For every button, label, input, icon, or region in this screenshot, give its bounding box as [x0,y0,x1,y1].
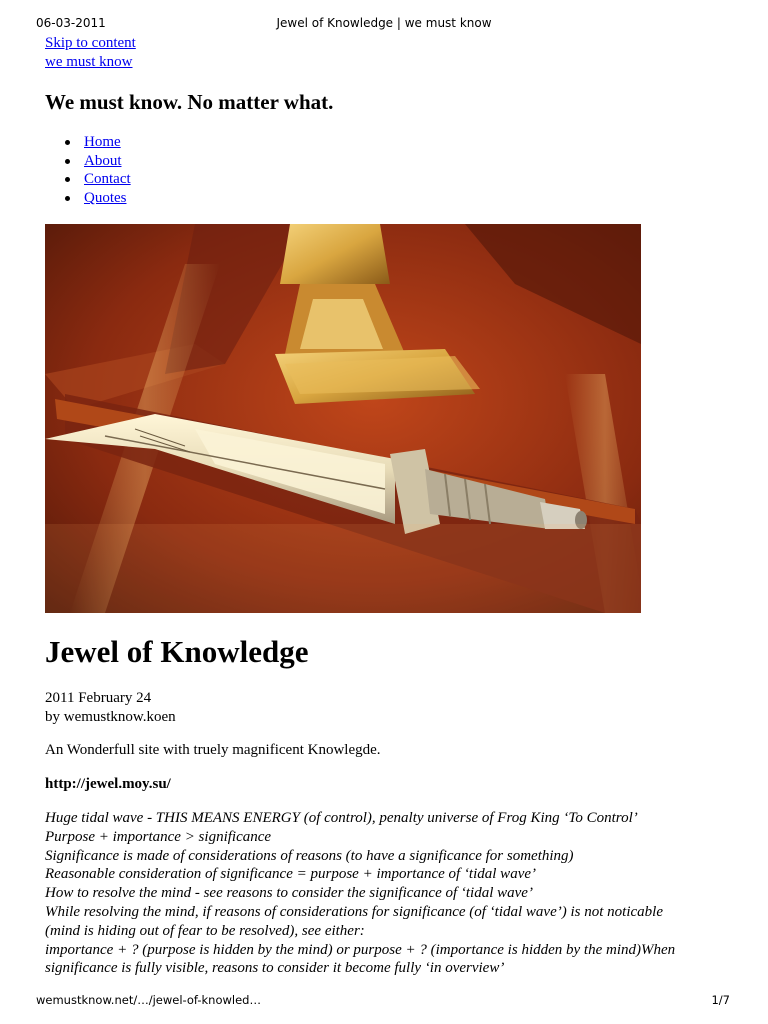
post-intro: An Wonderfull site with truely magnificent Knowlegde. [45,742,381,758]
post-date: 2011 February 24 [45,690,152,706]
post-body [45,809,735,978]
post-line: How to resolve the mind - see reasons to consider the significance of ‘tidal wave’ [45,885,533,902]
post-line: Reasonable consideration of significance = purpose + importance of ‘tidal wave’ [45,866,537,883]
post-title: Jewel of Knowledge [45,634,309,669]
post-byline: by wemustknow.koen [45,709,176,725]
hero-image [45,224,641,613]
post-line: While resolving the mind, if reasons of considerations for significance (of ‘tidal wave’) is not noticable [45,903,663,920]
print-footer [0,993,768,1009]
menu-link-about[interactable]: About [84,152,122,169]
menu-item-about [84,152,131,171]
dagger-photo [45,224,641,613]
post-line: Huge tidal wave - THIS MEANS ENERGY (of control), penalty universe of Frog King ‘To Control’ [45,810,638,826]
menu-item-contact [84,170,131,189]
skip-to-content-link[interactable]: Skip to content [45,35,136,51]
menu-link-quotes[interactable]: Quotes [84,190,127,207]
post-line: Significance is made of considerations of reasons (to have a significance for something) [45,847,574,864]
post-meta [45,689,176,727]
site-name-link[interactable]: we must know [45,54,133,70]
post-link: http://jewel.moy.su/ [45,776,171,792]
print-page-number: 1/7 [711,993,730,1007]
post-line: significance is fully visible, reasons to consider it become fully ‘in overview’ [45,960,505,977]
print-date: 06-03-2011 [36,16,106,30]
menu-link-home[interactable]: Home [84,134,121,150]
menu-item-quotes [84,189,131,208]
main-menu [45,133,131,208]
menu-link-contact[interactable]: Contact [84,171,131,188]
site-tagline: We must know. No matter what. [45,90,334,114]
top-links [45,34,735,72]
print-header [0,16,768,34]
post-line: importance + ? (purpose is hidden by the mind) or purpose + ? (importance is hidden by the mind)When [45,941,676,958]
post-line: Purpose + importance > significance [45,828,272,845]
menu-item-home [84,133,131,152]
print-page-title: Jewel of Knowledge | we must know [276,16,492,30]
post-line: (mind is hiding out of fear to be resolved), see either: [45,922,365,939]
print-url: wemustknow.net/…/jewel-of-knowled… [36,993,261,1007]
